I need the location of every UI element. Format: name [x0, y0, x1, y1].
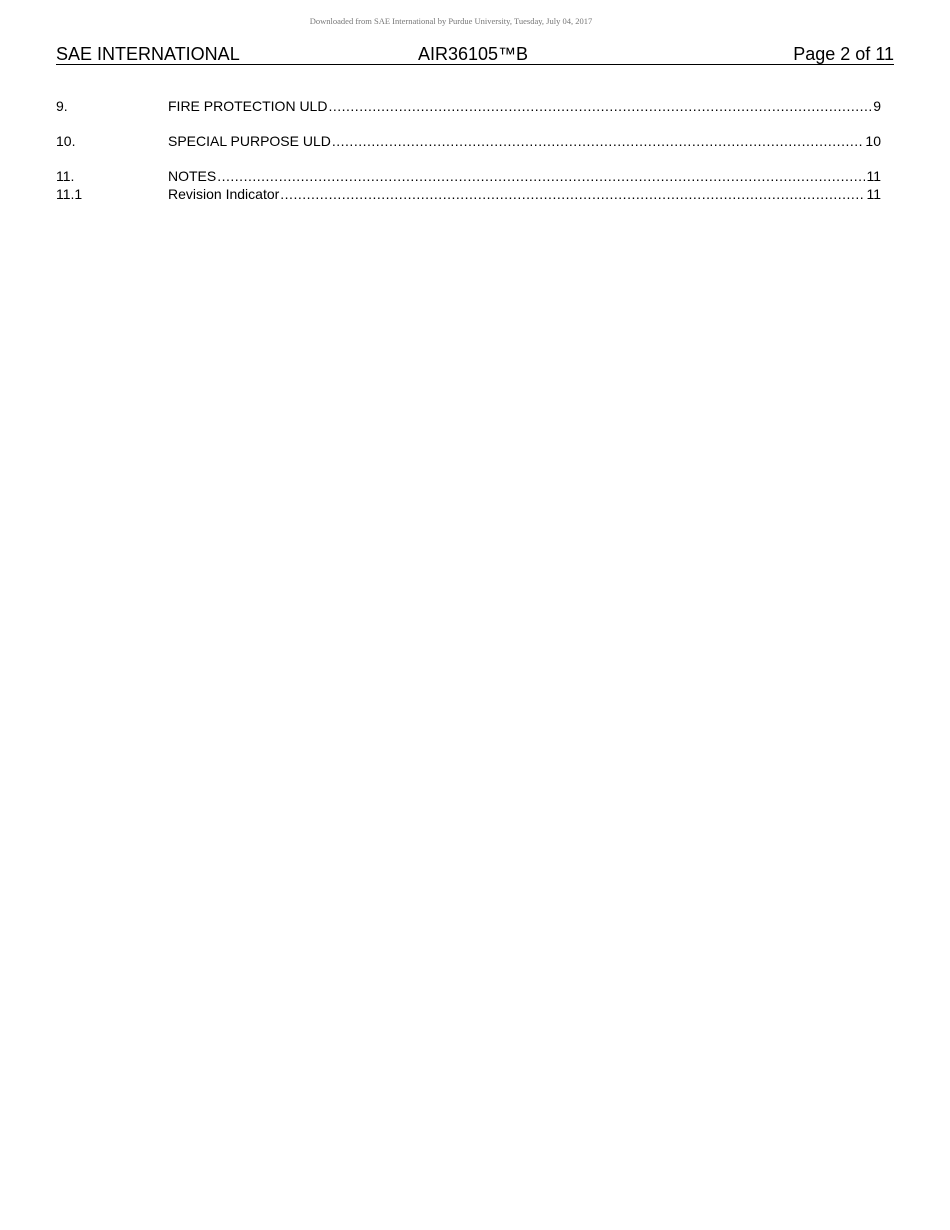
toc-title: FIRE PROTECTION ULD	[168, 98, 328, 114]
download-watermark: Downloaded from SAE International by Purdue University, Tuesday, July 04, 2017	[309, 16, 593, 26]
toc-title: NOTES	[168, 168, 217, 184]
organization-name: SAE INTERNATIONAL	[56, 44, 240, 64]
toc-number: 11.	[56, 168, 75, 184]
toc-number: 9.	[56, 98, 68, 114]
toc-leader-dots	[328, 97, 872, 115]
toc-entry	[56, 167, 881, 185]
toc-number: 11.1	[56, 186, 83, 202]
toc-entry	[56, 97, 881, 115]
toc-title: SPECIAL PURPOSE ULD	[168, 133, 331, 149]
toc-page: 11	[866, 168, 881, 184]
toc-leader-dots	[332, 132, 865, 150]
toc-leader-dots	[217, 167, 865, 185]
page-number: Page 2 of 11	[793, 44, 894, 64]
toc-page: 9	[873, 98, 881, 114]
toc-entry	[56, 132, 881, 150]
page-header	[56, 44, 894, 65]
toc-number: 10.	[56, 133, 76, 149]
toc-title: Revision Indicator	[168, 186, 280, 202]
toc-leader-dots	[280, 185, 865, 203]
toc-entry	[56, 185, 881, 203]
toc-page: 11	[866, 186, 881, 202]
document-id: AIR36105™B	[418, 44, 529, 64]
toc-page: 10	[865, 133, 881, 149]
